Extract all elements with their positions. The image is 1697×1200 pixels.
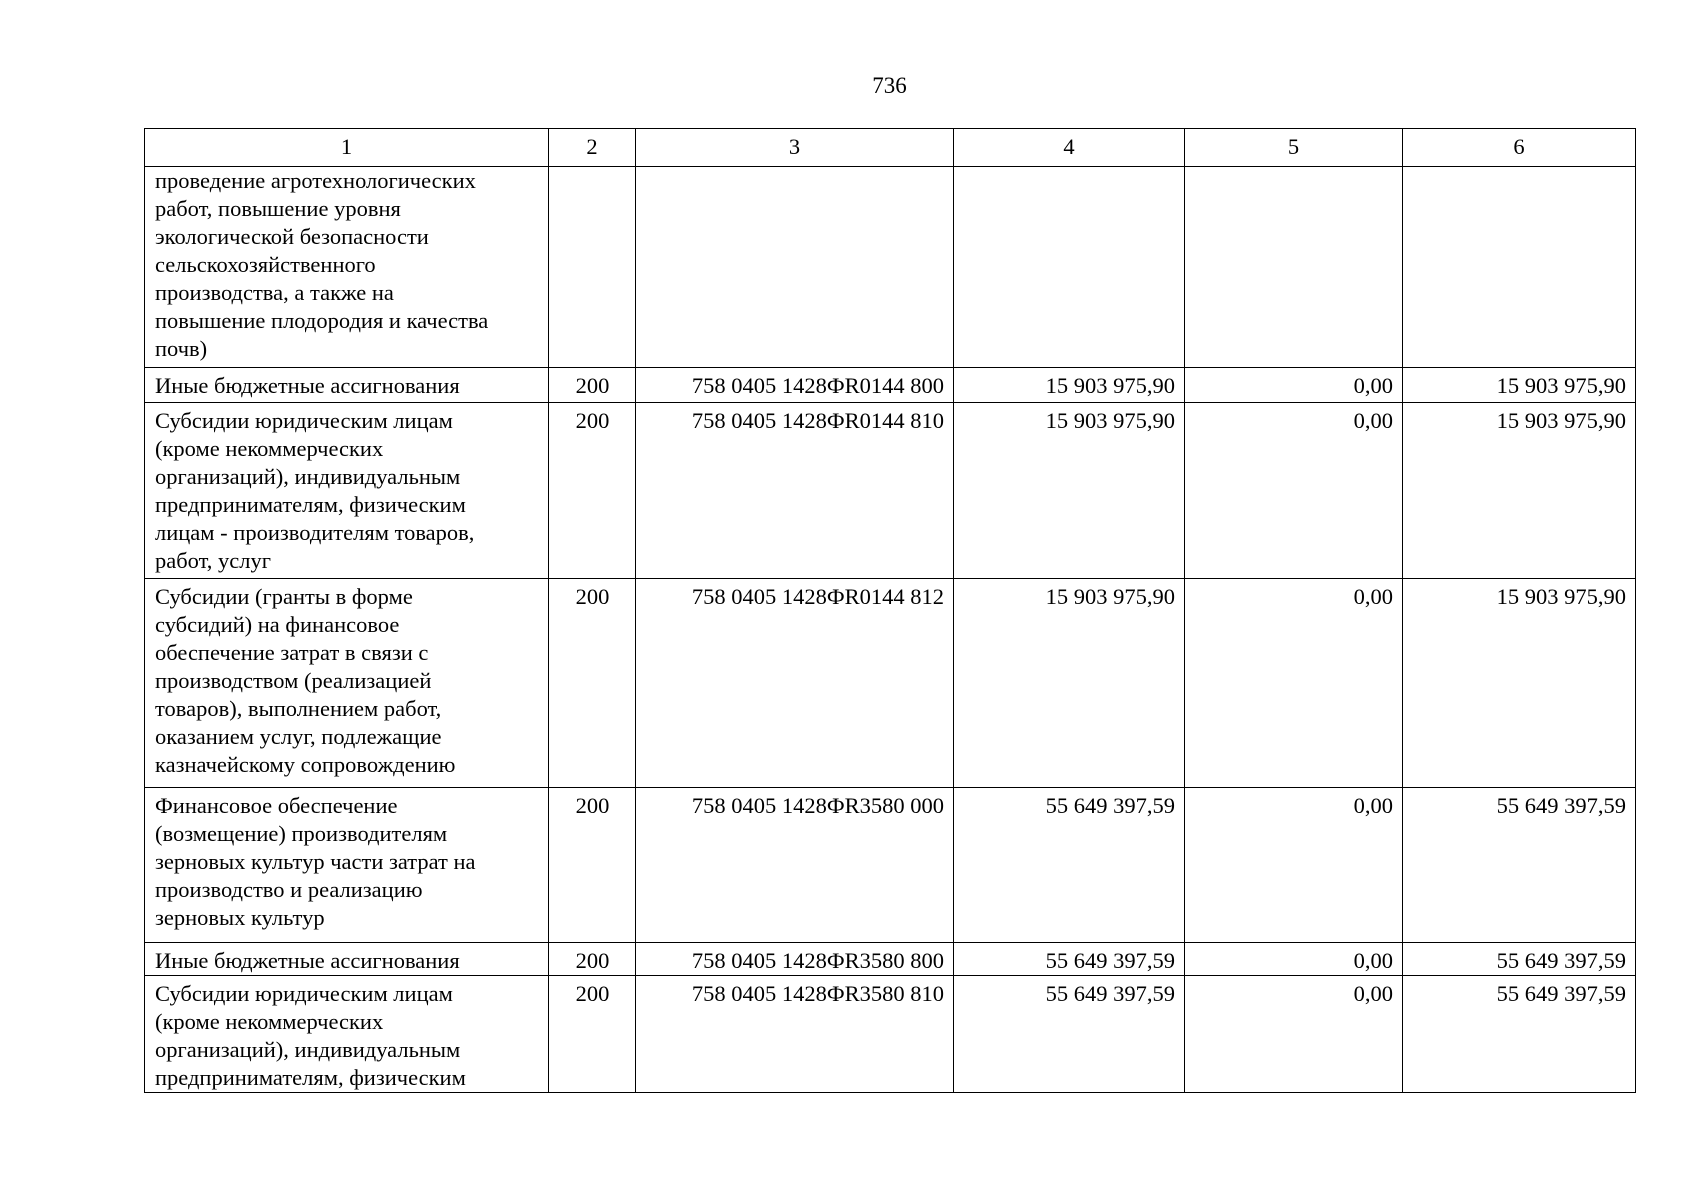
cell-name-line: повышение плодородия и качества <box>155 308 489 333</box>
cell-amount-4: 55 649 397,59 <box>954 943 1185 976</box>
column-header-2: 2 <box>549 129 636 167</box>
cell-name-line: работ, повышение уровня <box>155 196 401 221</box>
cell-kbk: 758 0405 1428ФR3580 000 <box>636 788 954 943</box>
cell-name-line: (кроме некоммерческих <box>155 1009 384 1034</box>
cell-amount-4 <box>954 167 1185 368</box>
column-header-3: 3 <box>636 129 954 167</box>
cell-kbk: 758 0405 1428ФR0144 810 <box>636 403 954 579</box>
table-row <box>145 579 1636 788</box>
cell-name-line: организаций), индивидуальным <box>155 464 461 489</box>
cell-name-line: работ, услуг <box>155 548 271 573</box>
cell-amount-6 <box>1403 167 1636 368</box>
cell-name-line: зерновых культур части затрат на <box>155 849 476 874</box>
page-number: 736 <box>872 73 907 98</box>
cell-amount-6: 55 649 397,59 <box>1403 943 1636 976</box>
cell-name <box>145 403 549 579</box>
cell-name-line: (кроме некоммерческих <box>155 436 384 461</box>
cell-name-line: (возмещение) производителям <box>155 821 448 846</box>
cell-name <box>145 579 549 788</box>
cell-amount-6: 15 903 975,90 <box>1403 403 1636 579</box>
cell-code: 200 <box>549 976 636 1093</box>
cell-amount-4: 15 903 975,90 <box>954 368 1185 403</box>
cell-name-line: лицам - производителям товаров, <box>155 520 475 545</box>
cell-name-line: почв) <box>155 336 208 361</box>
cell-name-line: Субсидии юридическим лицам <box>155 408 453 433</box>
header-row <box>145 129 1636 167</box>
cell-name-line: Финансовое обеспечение <box>155 793 398 818</box>
table-row <box>145 403 1636 579</box>
cell-amount-4: 55 649 397,59 <box>954 788 1185 943</box>
cell-amount-5 <box>1185 167 1403 368</box>
cell-amount-5: 0,00 <box>1185 943 1403 976</box>
cell-amount-4: 15 903 975,90 <box>954 403 1185 579</box>
cell-amount-6: 15 903 975,90 <box>1403 579 1636 788</box>
cell-code <box>549 167 636 368</box>
table-body <box>145 167 1636 1093</box>
table-row <box>145 788 1636 943</box>
cell-name-line: предпринимателям, физическим <box>155 1065 466 1090</box>
budget-table <box>144 128 1636 1093</box>
cell-name-line: экологической безопасности <box>155 224 429 249</box>
column-header-1: 1 <box>145 129 549 167</box>
cell-amount-6: 15 903 975,90 <box>1403 368 1636 403</box>
cell-name <box>145 368 549 403</box>
cell-name-line: товаров), выполнением работ, <box>155 696 442 721</box>
cell-name-line: обеспечение затрат в связи с <box>155 640 429 665</box>
cell-name-line: Субсидии (гранты в форме <box>155 584 413 609</box>
cell-name-line: зерновых культур <box>155 905 325 930</box>
column-header-5: 5 <box>1185 129 1403 167</box>
cell-name-line: Иные бюджетные ассигнования <box>155 948 460 973</box>
cell-code: 200 <box>549 788 636 943</box>
cell-amount-4: 15 903 975,90 <box>954 579 1185 788</box>
cell-name-line: производство и реализацию <box>155 877 423 902</box>
cell-kbk: 758 0405 1428ФR3580 800 <box>636 943 954 976</box>
cell-code: 200 <box>549 368 636 403</box>
cell-kbk: 758 0405 1428ФR0144 812 <box>636 579 954 788</box>
table-row <box>145 167 1636 368</box>
cell-name-line: производства, а также на <box>155 280 394 305</box>
cell-name-line: Субсидии юридическим лицам <box>155 981 453 1006</box>
cell-name <box>145 976 549 1093</box>
cell-amount-5: 0,00 <box>1185 976 1403 1093</box>
cell-code: 200 <box>549 943 636 976</box>
cell-name-line: субсидий) на финансовое <box>155 612 400 637</box>
cell-amount-5: 0,00 <box>1185 403 1403 579</box>
cell-amount-5: 0,00 <box>1185 788 1403 943</box>
cell-name <box>145 943 549 976</box>
cell-name-line: организаций), индивидуальным <box>155 1037 461 1062</box>
cell-name-line: сельскохозяйственного <box>155 252 376 277</box>
cell-name-line: производством (реализацией <box>155 668 432 693</box>
cell-amount-6: 55 649 397,59 <box>1403 976 1636 1093</box>
cell-name-line: предпринимателям, физическим <box>155 492 466 517</box>
cell-amount-6: 55 649 397,59 <box>1403 788 1636 943</box>
cell-code: 200 <box>549 579 636 788</box>
table-row <box>145 368 1636 403</box>
cell-kbk <box>636 167 954 368</box>
cell-name <box>145 167 549 368</box>
cell-name-line: казначейскому сопровождению <box>155 752 456 777</box>
cell-name-line: Иные бюджетные ассигнования <box>155 373 460 398</box>
column-header-6: 6 <box>1403 129 1636 167</box>
cell-name-line: проведение агротехнологических <box>155 168 476 193</box>
cell-amount-5: 0,00 <box>1185 579 1403 788</box>
cell-code: 200 <box>549 403 636 579</box>
cell-name <box>145 788 549 943</box>
cell-name-line: оказанием услуг, подлежащие <box>155 724 442 749</box>
column-header-4: 4 <box>954 129 1185 167</box>
cell-amount-5: 0,00 <box>1185 368 1403 403</box>
cell-amount-4: 55 649 397,59 <box>954 976 1185 1093</box>
table-row <box>145 943 1636 976</box>
cell-kbk: 758 0405 1428ФR3580 810 <box>636 976 954 1093</box>
table-row <box>145 976 1636 1093</box>
cell-kbk: 758 0405 1428ФR0144 800 <box>636 368 954 403</box>
